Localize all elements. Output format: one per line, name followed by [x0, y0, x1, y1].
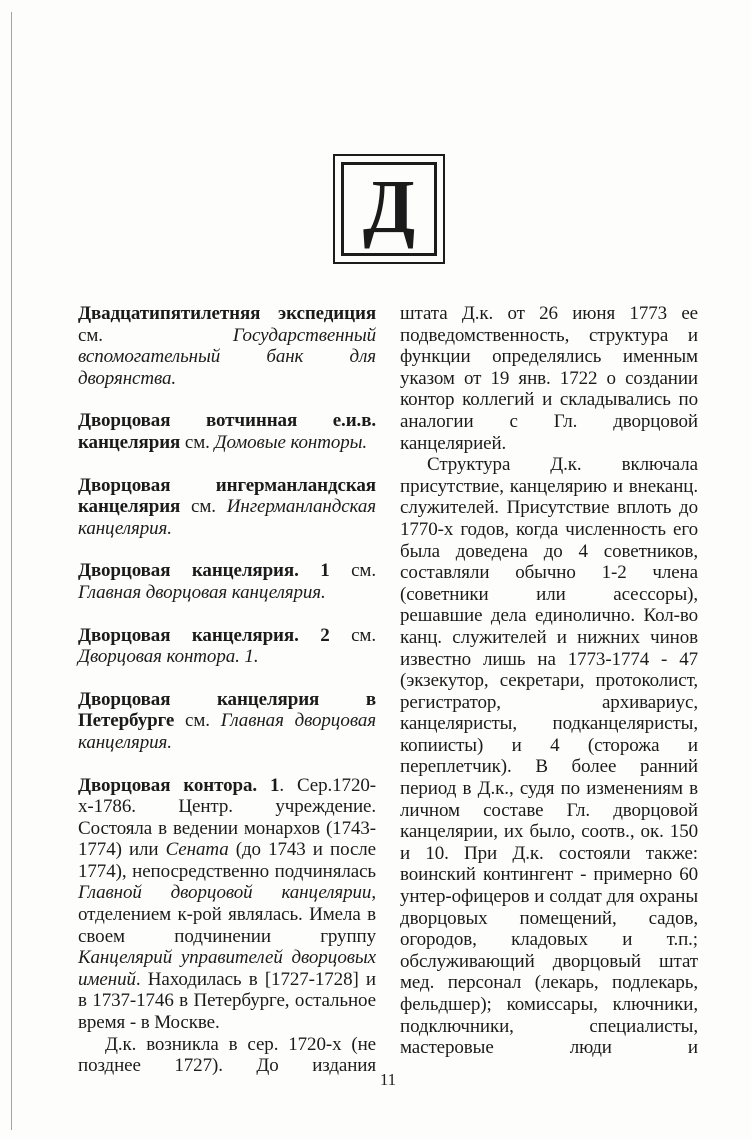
dictionary-entry	[78, 410, 376, 453]
cross-reference: Ингерманландская канцелярия.	[78, 496, 376, 539]
entry-term: Дворцовая канцелярия. 1	[78, 560, 330, 582]
entry-term: Дворцовая канцелярия. 2	[78, 624, 330, 646]
cross-reference: Канцелярий управителей дворцовых имений	[78, 947, 376, 990]
section-letter-inner-frame	[341, 162, 437, 256]
cross-reference: Дворцовая контора. 1.	[78, 646, 259, 668]
right-column	[400, 303, 698, 1077]
entry-term: Дворцовая ингерманландская канцелярия	[78, 474, 376, 518]
text-run: . Находилась в [1727-1728] и в 1737-1746 в Петербурге, остальное время - в Москве.	[78, 968, 376, 1034]
text-run: см.	[180, 496, 227, 518]
text-columns	[78, 303, 698, 1077]
entry-term: Дворцовая вотчинная е.и.в. канцелярия	[78, 410, 376, 453]
text-run: штата Д.к. от 26 июня 1773 ее подведомственность, структура и функции определялись именным указом от 19 янв. 1722 о создании контор коллегий и складывались по аналогии с Гл. дворцовой канцелярией.	[400, 303, 698, 454]
text-run: см.	[329, 624, 376, 646]
text-run: . Сер.1720-х-1786. Центр. учреждение. Состояла в ведении монархов (1743-1774) или	[78, 774, 376, 861]
cross-reference: Сената	[165, 839, 229, 861]
dictionary-entry	[78, 303, 376, 389]
dictionary-entry	[78, 625, 376, 668]
text-run: см.	[78, 324, 233, 346]
text-run: Структура Д.к. включала присутствие, канцелярию и внеканц. служителей. Присутствие вплоть до 1770-х годов, когда численность его была доведена до 4 советников, составляли обычно 1-2 члена (советники или асессоры), решавшие дела единолично. Кол-во канц. служителей и нижних чинов известно лишь на 1773-1774 - 47 (экзекутор, секретари, протоколист, регистратор, архивариус, канцеляристы, подканцеляристы, копиисты) и 4 (сторожа и переплетчик). В более ранний период в Д.к., судя по изменениям в личном составе Гл. дворцовой канцелярии, их было, соотв., ок. 150 и 10. При Д.к. состояли также: воинский контингент - примерно 60 унтер-офицеров и солдат для охраны дворцовых помещений, садов, огородов, кладовых и т.п.; обслуживающий дворцовый штат мед. персонал (лекарь, подлекарь, фельдшер); комиссары, ключники, подключники, специалисты, мастеровые люди и	[400, 454, 698, 1059]
text-run: (до 1743 и после 1774), непосредственно подчинялась	[78, 839, 376, 882]
section-letter: Д	[362, 165, 416, 249]
page-edge-scan-line	[11, 12, 12, 1130]
cross-reference: Государственный вспомогательный банк для дворянства.	[78, 324, 376, 389]
page-number: 11	[379, 1070, 397, 1089]
dictionary-entry	[78, 689, 376, 754]
cross-reference: Главная дворцовая канцелярия.	[78, 581, 326, 603]
entry-term: Дворцовая контора. 1	[78, 774, 280, 796]
dictionary-entry	[78, 475, 376, 540]
text-run: см.	[174, 710, 221, 732]
cross-reference: Главной дворцовой канцелярии	[78, 882, 372, 904]
paragraph	[400, 303, 698, 454]
cross-reference: Домовые конторы.	[214, 431, 368, 453]
text-run: см.	[329, 560, 376, 582]
left-column	[78, 303, 376, 1077]
entry-term: Дворцовая канцелярия в Петербурге	[78, 688, 376, 732]
entry-term: Двадцатипятилетняя экспедиция	[78, 303, 376, 324]
dictionary-entry	[78, 560, 376, 603]
paragraph	[400, 454, 698, 1059]
text-run: Д.к. возникла в сер. 1720-х (не позднее 1727). До издания	[78, 1033, 376, 1077]
text-run: , отделением к-рой являлась. Имела в своем подчинении группу	[78, 882, 376, 947]
cross-reference: Главная дворцовая канцелярия.	[78, 710, 376, 753]
text-run: см.	[180, 431, 215, 453]
section-letter-box	[333, 154, 445, 264]
dictionary-entry	[78, 775, 376, 1034]
